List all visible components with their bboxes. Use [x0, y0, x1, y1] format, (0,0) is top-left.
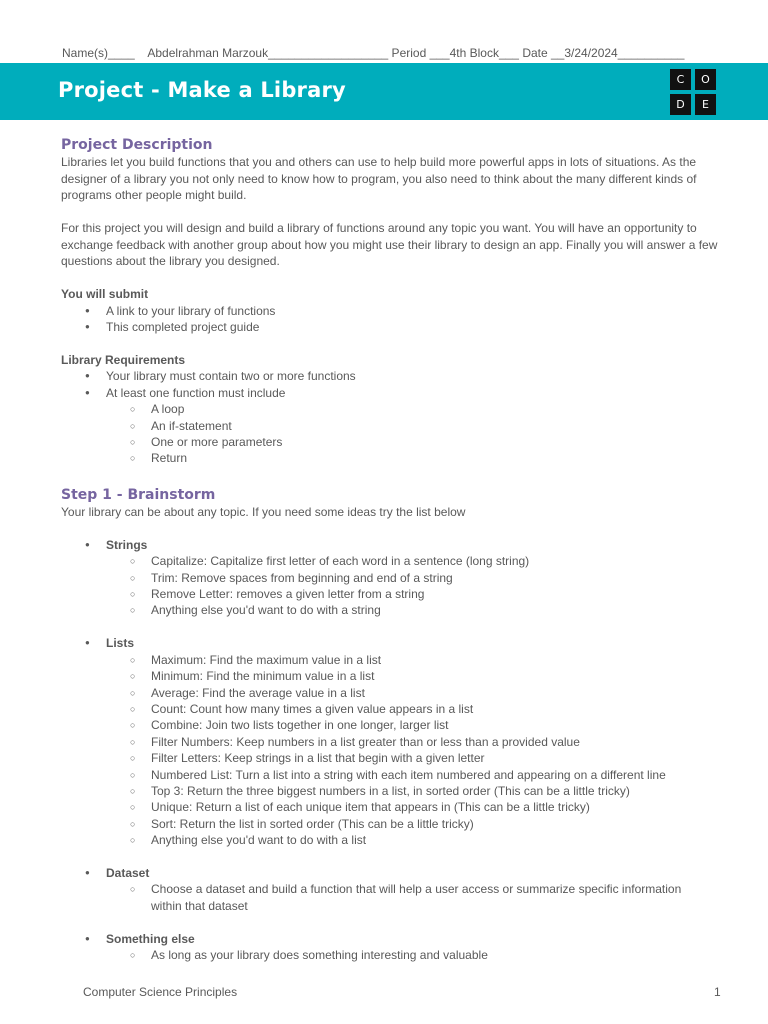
sublist-item: ○ Capitalize: Capitalize first letter of each word in a sentence (long string): [61, 553, 721, 569]
brainstorm-intro: Your library can be about any topic. If you need some ideas try the list below: [61, 504, 466, 519]
submit-heading: You will submit: [61, 287, 149, 301]
sublist-item: ○ An if-statement: [61, 418, 721, 434]
topic-list: [61, 931, 721, 947]
sublist-item: ○ Sort: Return the list in sorted order (This can be a little tricky): [61, 816, 721, 832]
logo-letter: D: [670, 94, 691, 115]
sublist-item: ○ Numbered List: Turn a list into a string with each item numbered and appearing on a different line: [61, 767, 721, 783]
sublist-item: ○ Average: Find the average value in a list: [61, 685, 721, 701]
footer-course-name: Computer Science Principles: [83, 985, 238, 999]
code-logo: [670, 69, 716, 115]
sublist-item: ○ A loop: [61, 401, 721, 417]
sublist-item: ○ Return: [61, 450, 721, 466]
logo-letter: O: [695, 69, 716, 90]
list-item: ● A link to your library of functions: [61, 303, 721, 319]
list-item: ● At least one function must include: [61, 385, 721, 401]
logo-letter: E: [695, 94, 716, 115]
description-paragraph: For this project you will design and build a library of functions around any topic you want. You will have an opportunity to exchange feedback with another group about how you might use their library to design an app. Finally you will answer a few questions about the library you designed.: [61, 221, 718, 268]
topic-list: [61, 635, 721, 651]
sublist-item: ○ Trim: Remove spaces from beginning and end of a string: [61, 570, 721, 586]
list-item: ● This completed project guide: [61, 319, 721, 335]
section-heading-brainstorm: Step 1 - Brainstorm: [61, 486, 216, 503]
requirements-heading: Library Requirements: [61, 352, 186, 367]
logo-letter: C: [670, 69, 691, 90]
document-body: [61, 136, 721, 964]
sublist-item: ○ Anything else you'd want to do with a string: [61, 602, 721, 618]
sublist-item: ○ As long as your library does something interesting and valuable: [61, 947, 721, 963]
sublist-item: ○ Filter Letters: Keep strings in a list that begin with a given letter: [61, 750, 721, 766]
topic-something-else: ● Something else: [61, 931, 721, 947]
header-info-line: Name(s)____ Abdelrahman Marzouk__________________ Period ___4th Block___ Date __3/24/2024__________: [62, 46, 685, 60]
strings-sublist: [61, 553, 721, 619]
list-item: ● Your library must contain two or more functions: [61, 368, 721, 384]
section-heading-description: Project Description: [61, 137, 213, 153]
sublist-item: ○ Combine: Join two lists together in one longer, larger list: [61, 717, 721, 733]
lists-sublist: [61, 652, 721, 849]
sublist-item: ○ Count: Count how many times a given value appears in a list: [61, 701, 721, 717]
topic-list: [61, 865, 721, 881]
topic-list: [61, 537, 721, 553]
topic-dataset: ● Dataset: [61, 865, 721, 881]
sublist-item: ○ Choose a dataset and build a function that will help a user access or summarize specific information within that dataset: [61, 881, 721, 914]
footer-page-number: 1: [714, 985, 721, 999]
sublist-item: ○ One or more parameters: [61, 434, 721, 450]
sublist-item: ○ Anything else you'd want to do with a list: [61, 832, 721, 848]
page-title: Project - Make a Library: [58, 78, 346, 102]
sublist-item: ○ Remove Letter: removes a given letter from a string: [61, 586, 721, 602]
description-paragraph: Libraries let you build functions that you and others can use to help build more powerful apps in lots of situations. As the designer of a library you not only need to know how to program, you also need to think about the many different kinds of programs other people might build.: [61, 155, 697, 202]
sublist-item: ○ Top 3: Return the three biggest numbers in a list, in sorted order (This can be a little tricky): [61, 783, 721, 799]
title-banner: [0, 63, 768, 120]
sublist-item: ○ Unique: Return a list of each unique item that appears in (This can be a little tricky): [61, 799, 721, 815]
something-sublist: [61, 947, 721, 963]
requirements-sublist: [61, 401, 721, 467]
sublist-item: ○ Minimum: Find the minimum value in a list: [61, 668, 721, 684]
dataset-sublist: [61, 881, 721, 914]
requirements-list: [61, 368, 721, 401]
topic-strings: ● Strings: [61, 537, 721, 553]
submit-list: [61, 303, 721, 336]
sublist-item: ○ Filter Numbers: Keep numbers in a list greater than or less than a provided value: [61, 734, 721, 750]
sublist-item: ○ Maximum: Find the maximum value in a list: [61, 652, 721, 668]
topic-lists: ● Lists: [61, 635, 721, 651]
